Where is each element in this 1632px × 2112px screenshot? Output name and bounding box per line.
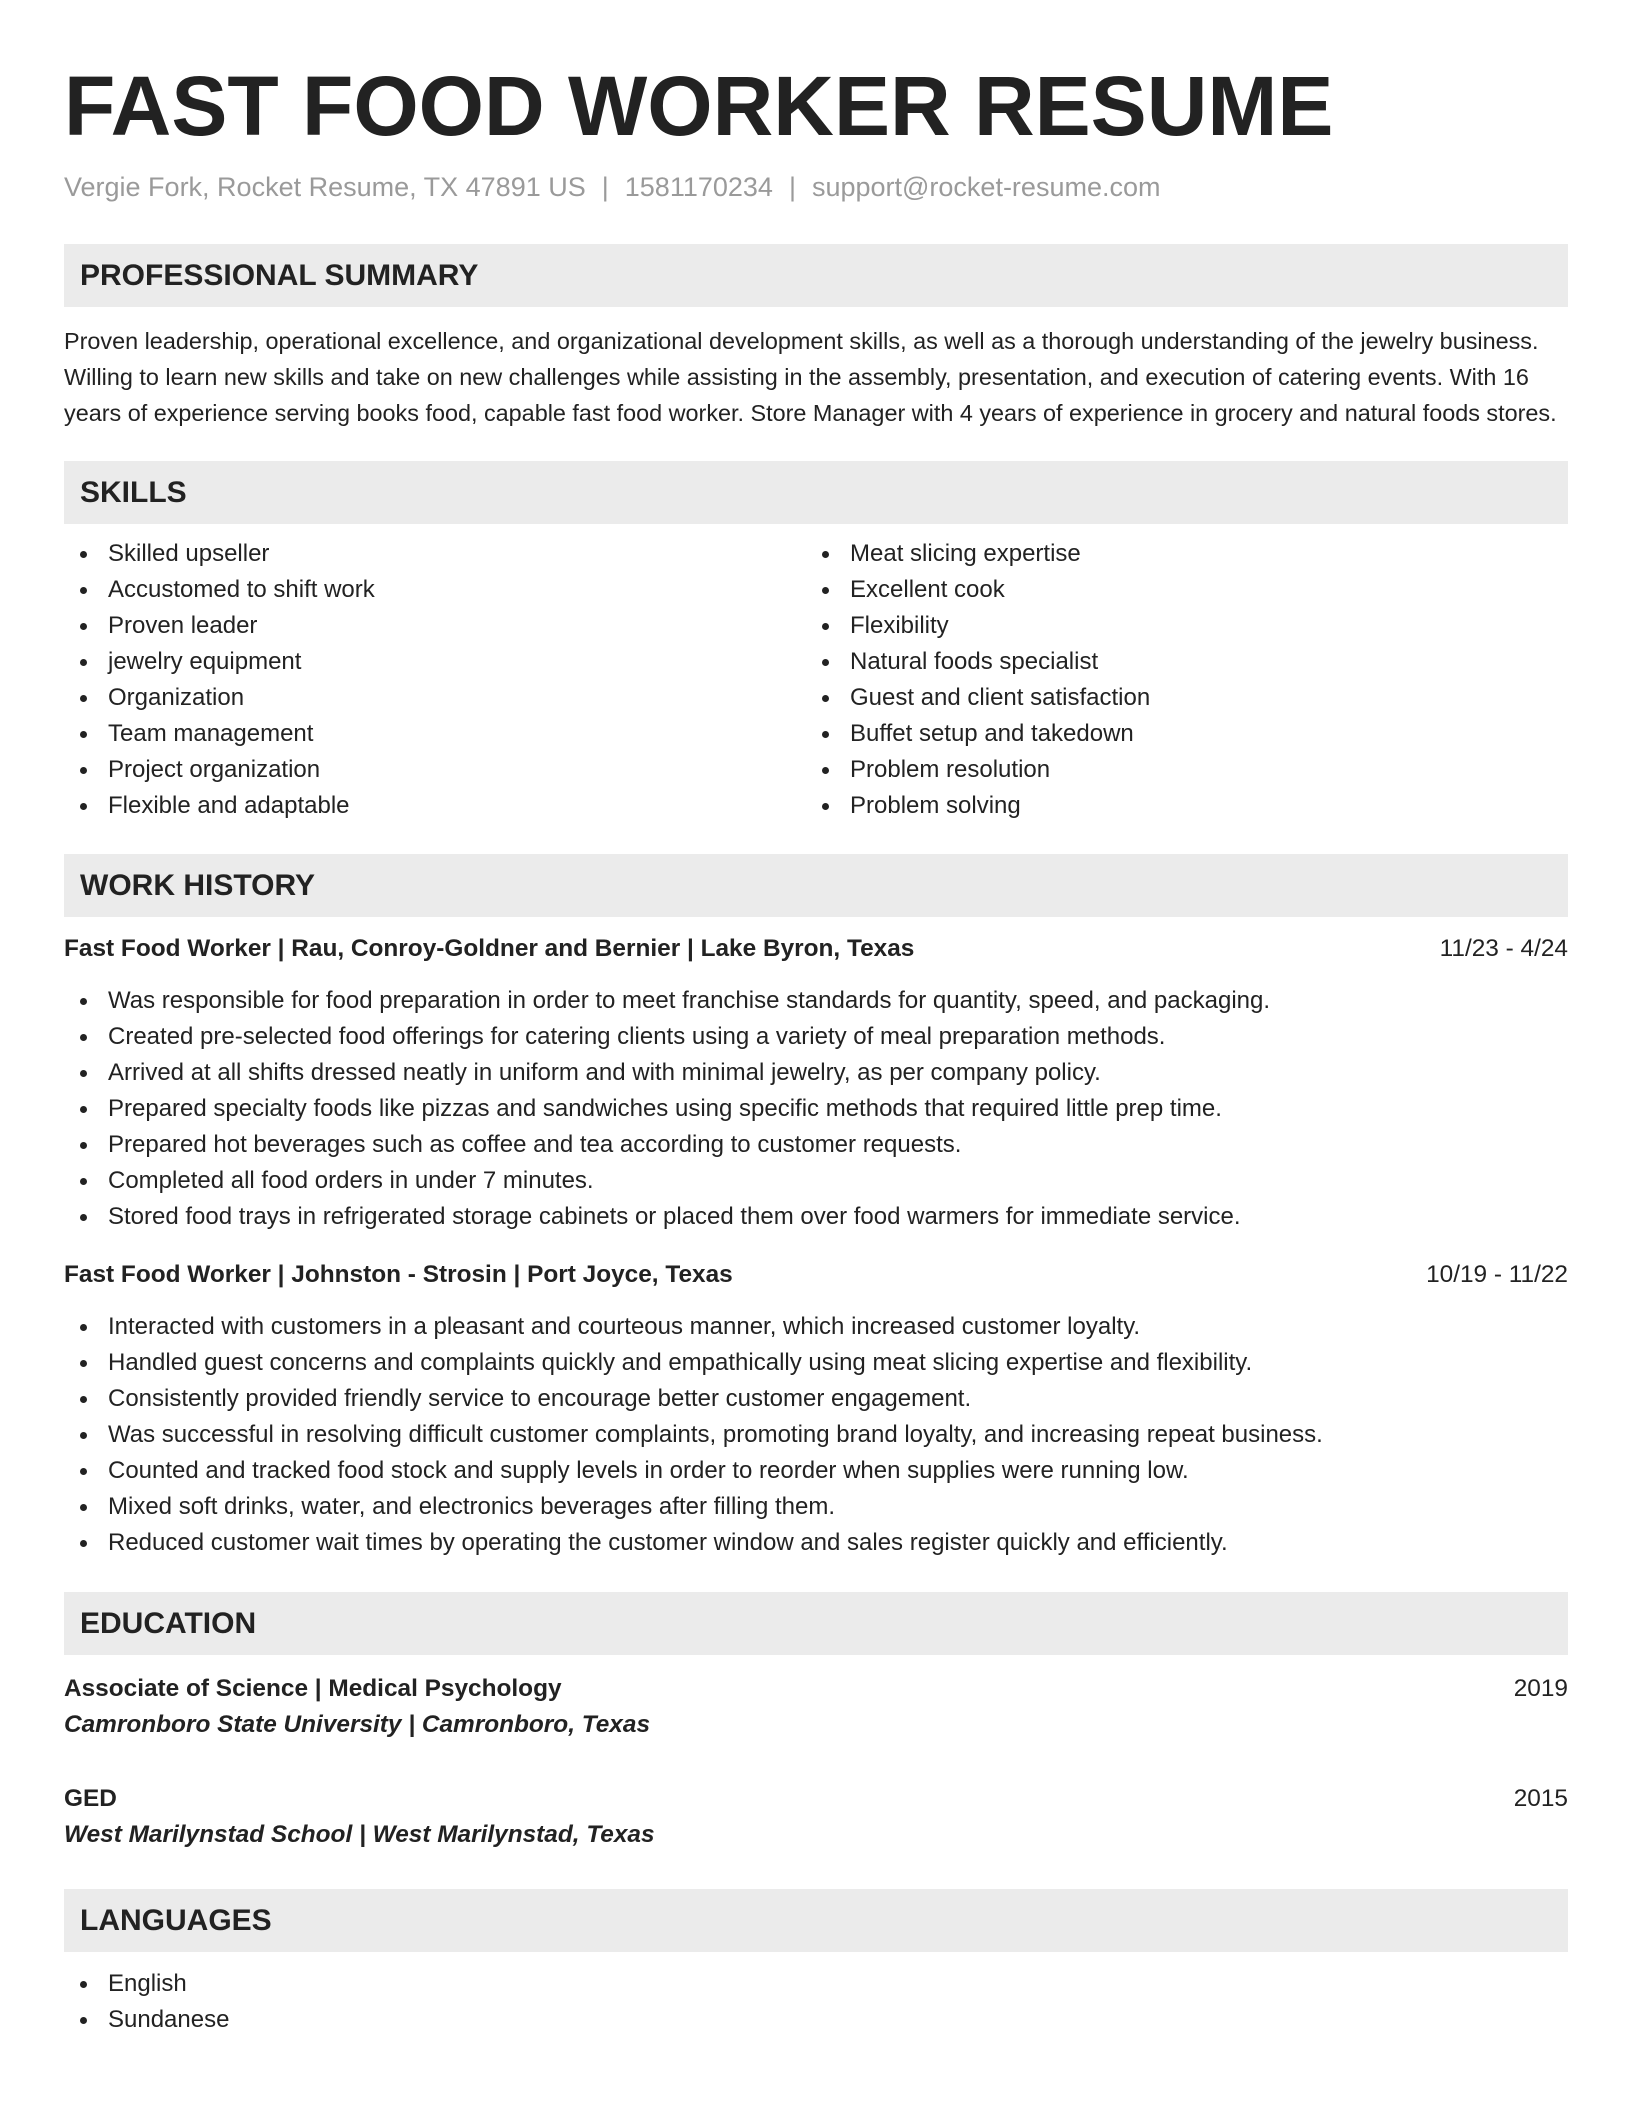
school: West Marilynstad School | West Marilynstad, Texas [64,1821,655,1848]
education-entry [64,1671,1568,1743]
skill-item: Flexible and adaptable [64,788,806,824]
job-dates: 11/23 - 4/24 [1439,935,1568,962]
skill-item: Organization [64,680,806,716]
skill-item: Project organization [64,752,806,788]
language-item: English [64,1966,1568,2002]
job-bullet: Completed all food orders in under 7 minutes. [64,1163,1568,1199]
education-entry [64,1781,1568,1853]
skill-item: Excellent cook [806,572,1548,608]
contact-address: Vergie Fork, Rocket Resume, TX 47891 US [64,172,586,202]
job-bullet: Reduced customer wait times by operating the customer window and sales register quickly and efficiently. [64,1525,1568,1561]
job-bullet: Was responsible for food preparation in order to meet franchise standards for quantity, speed, and packaging. [64,983,1568,1019]
skill-item: Natural foods specialist [806,644,1548,680]
resume-title: FAST FOOD WORKER RESUME [64,59,1334,153]
job-bullet: Prepared hot beverages such as coffee and tea according to customer requests. [64,1127,1568,1163]
job-bullet: Arrived at all shifts dressed neatly in uniform and with minimal jewelry, as per company policy. [64,1055,1568,1091]
contact-line [64,170,1568,204]
skill-item: Skilled upseller [64,536,806,572]
education-header [64,1671,1568,1707]
job-bullets [64,983,1568,1235]
job-bullet: Created pre-selected food offerings for catering clients using a variety of meal preparation methods. [64,1019,1568,1055]
job-bullet: Counted and tracked food stock and supply levels in order to reorder when supplies were running low. [64,1453,1568,1489]
job-title: Fast Food Worker | Rau, Conroy-Goldner and Bernier | Lake Byron, Texas [64,935,915,962]
skills-column-left [64,536,806,824]
education-year: 2019 [1513,1675,1568,1702]
job-bullet: Was successful in resolving difficult customer complaints, promoting brand loyalty, and increasing repeat business. [64,1417,1568,1453]
skill-item: jewelry equipment [64,644,806,680]
job-bullet: Handled guest concerns and complaints quickly and empathically using meat slicing expertise and flexibility. [64,1345,1568,1381]
skills-column-right [806,536,1548,824]
skill-item: Problem resolution [806,752,1548,788]
job-bullet: Stored food trays in refrigerated storage cabinets or placed them over food warmers for immediate service. [64,1199,1568,1235]
education-year: 2015 [1513,1785,1568,1812]
job-bullets [64,1309,1568,1561]
degree: Associate of Science | Medical Psychology [64,1675,562,1702]
contact-separator: | [601,172,609,202]
job-title: Fast Food Worker | Johnston - Strosin | Port Joyce, Texas [64,1261,733,1288]
skill-item: Flexibility [806,608,1548,644]
school: Camronboro State University | Camronboro, Texas [64,1711,651,1738]
skill-item: Proven leader [64,608,806,644]
languages-heading: LANGUAGES [64,1889,1568,1952]
skill-item: Problem solving [806,788,1548,824]
job-bullet: Prepared specialty foods like pizzas and sandwiches using specific methods that required little prep time. [64,1091,1568,1127]
degree: GED [64,1785,117,1812]
resume-page [64,0,1568,2038]
work-history-heading: WORK HISTORY [64,854,1568,917]
education-heading: EDUCATION [64,1592,1568,1655]
job-bullet: Interacted with customers in a pleasant and courteous manner, which increased customer loyalty. [64,1309,1568,1345]
skill-item: Accustomed to shift work [64,572,806,608]
language-item: Sundanese [64,2002,1568,2038]
job-bullet: Consistently provided friendly service to encourage better customer engagement. [64,1381,1568,1417]
skill-item: Team management [64,716,806,752]
job-bullet: Mixed soft drinks, water, and electronics beverages after filling them. [64,1489,1568,1525]
skills-list [64,536,1568,824]
skill-item: Meat slicing expertise [806,536,1548,572]
skill-item: Guest and client satisfaction [806,680,1548,716]
education-header [64,1781,1568,1817]
contact-email: support@rocket-resume.com [811,172,1161,202]
summary-heading: PROFESSIONAL SUMMARY [64,244,1568,307]
contact-phone: 1581170234 [624,172,773,202]
skills-heading: SKILLS [64,461,1568,524]
summary-text: Proven leadership, operational excellence, and organizational development skills, as well as a thorough understanding of the jewelry business. Willing to learn new skills and take on new challenges while assisting in the assembly, presentation, and execution of catering events. With 16 years of experience serving books food, capable fast food worker. Store Manager with 4 years of experience in grocery and natural foods stores. [64,328,1557,426]
job-header [64,1257,1568,1293]
contact-separator: | [788,172,796,202]
job-entry [64,931,1568,1235]
languages-list [64,1966,1568,2038]
skill-item: Buffet setup and takedown [806,716,1548,752]
job-header [64,931,1568,967]
job-entry [64,1257,1568,1561]
job-dates: 10/19 - 11/22 [1426,1261,1568,1288]
